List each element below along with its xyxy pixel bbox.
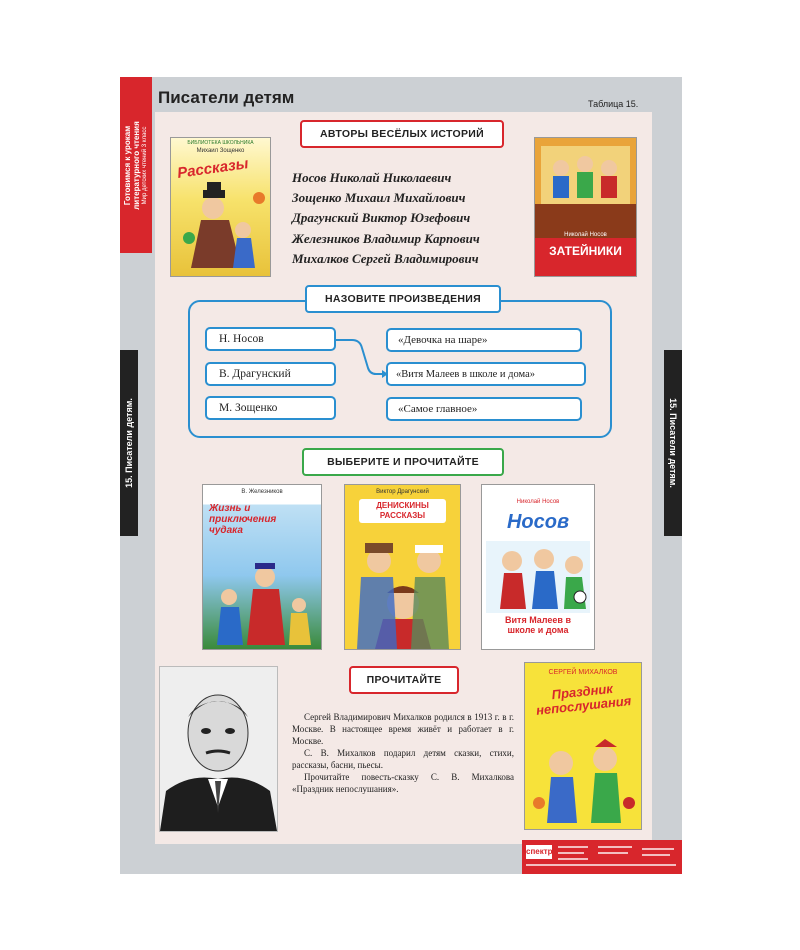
book-series: БИБЛИОТЕКА ШКОЛЬНИКА: [187, 140, 254, 146]
page-title: Писатели детям: [158, 88, 295, 107]
footer-fine-print: [598, 846, 632, 848]
author-portrait: [159, 666, 278, 832]
section-label-read: ПРОЧИТАЙТЕ: [349, 666, 459, 694]
book-title: Праздник непослушания: [535, 680, 632, 718]
section-label-choose: ВЫБЕРИТЕ И ПРОЧИТАЙТЕ: [302, 448, 504, 476]
footer-fine-print: [558, 852, 584, 854]
bio-paragraph: Прочитайте повесть-сказку С. В. Михалкова «Праздник непослушания».: [292, 772, 514, 794]
book-author: Николай Носов: [564, 232, 607, 238]
match-author-zoshchenko[interactable]: М. Зощенко: [205, 396, 336, 420]
footer-fine-print: [642, 854, 670, 856]
author-bio: [292, 711, 514, 795]
book-author: В. Железников: [241, 489, 283, 495]
book-author: Николай Носов: [516, 499, 560, 505]
side-tab-right: [664, 350, 682, 536]
book-illustration: [535, 138, 636, 238]
publisher-logo: спектр: [526, 845, 552, 859]
author-item: Драгунский Виктор Юзефович: [292, 210, 471, 226]
book-title: Жизнь и приключения чудака: [209, 503, 277, 536]
book-illustration: [345, 485, 460, 649]
portrait-photo: [160, 667, 277, 831]
author-item: Зощенко Михаил Михайлович: [292, 190, 466, 206]
footer-fine-print: [526, 864, 676, 866]
author-item: Носов Николай Николаевич: [292, 170, 452, 185]
book-illustration: [525, 663, 641, 829]
table-number: Таблица 15.: [588, 99, 639, 109]
book-author: Михаил Зощенко: [196, 148, 245, 154]
match-connector-line: [334, 334, 394, 384]
book-author: СЕРГЕЙ МИХАЛКОВ: [548, 669, 618, 676]
series-line-1: Готовимся к урокам: [122, 125, 132, 205]
book-title: ЗАТЕЙНИКИ: [549, 244, 622, 258]
series-line-3: Мир детских чтений 3 класс: [141, 126, 148, 204]
bio-paragraph: С. В. Михалков подарил детям сказки, стихи, рассказы, басни, пьесы.: [292, 748, 514, 770]
book-cover-zateyniki: [534, 137, 637, 277]
book-cover-mikhalkov: [524, 662, 642, 830]
footer-fine-print: [598, 852, 628, 854]
section-label-authors: АВТОРЫ ВЕСЁЛЫХ ИСТОРИЙ: [300, 120, 504, 148]
authors-list: [292, 168, 480, 269]
side-tab-left-text: 15. Писатели детям.: [124, 398, 134, 488]
book-title: ДЕНИСКИНЫ РАССКАЗЫ: [359, 499, 446, 523]
book-cover-dragunsky: [344, 484, 461, 650]
book-cover-zheleznikov: [202, 484, 322, 650]
bio-paragraph: Сергей Владимирович Михалков родился в 1913 г. в г. Москве. В настоящее время живёт и работает в г. Москве.: [292, 712, 514, 746]
series-line-2: литературного чтения: [131, 120, 141, 210]
publisher-footer: [522, 840, 682, 874]
match-author-dragunsky[interactable]: В. Драгунский: [205, 362, 336, 386]
author-item: Железников Владимир Карпович: [292, 230, 480, 246]
side-tab-left: [120, 350, 138, 536]
side-tab-right-text: 15. Писатели детям.: [668, 398, 678, 488]
section-label-works: НАЗОВИТЕ ПРОИЗВЕДЕНИЯ: [305, 285, 501, 313]
book-cover-zoshchenko: [170, 137, 271, 277]
book-cover-nosov: [481, 484, 595, 650]
footer-fine-print: [642, 848, 674, 850]
book-illustration: [171, 138, 270, 276]
author-item: Михалков Сергей Владимирович: [292, 250, 479, 266]
book-author: Виктор Драгунский: [376, 489, 429, 495]
match-work-vitya[interactable]: «Витя Малеев в школе и дома»: [386, 362, 586, 386]
match-author-nosov[interactable]: Н. Носов: [205, 327, 336, 351]
match-work-glavnoe[interactable]: «Самое главное»: [386, 397, 582, 421]
footer-fine-print: [558, 846, 588, 848]
footer-fine-print: [558, 858, 588, 860]
match-work-devochka[interactable]: «Девочка на шаре»: [386, 328, 582, 352]
book-title: Рассказы: [176, 155, 250, 182]
book-subtitle: Витя Малеев в школе и дома: [505, 615, 571, 635]
series-red-tab: [120, 77, 152, 253]
book-illustration: [203, 485, 321, 649]
book-title: Носов: [506, 511, 570, 533]
